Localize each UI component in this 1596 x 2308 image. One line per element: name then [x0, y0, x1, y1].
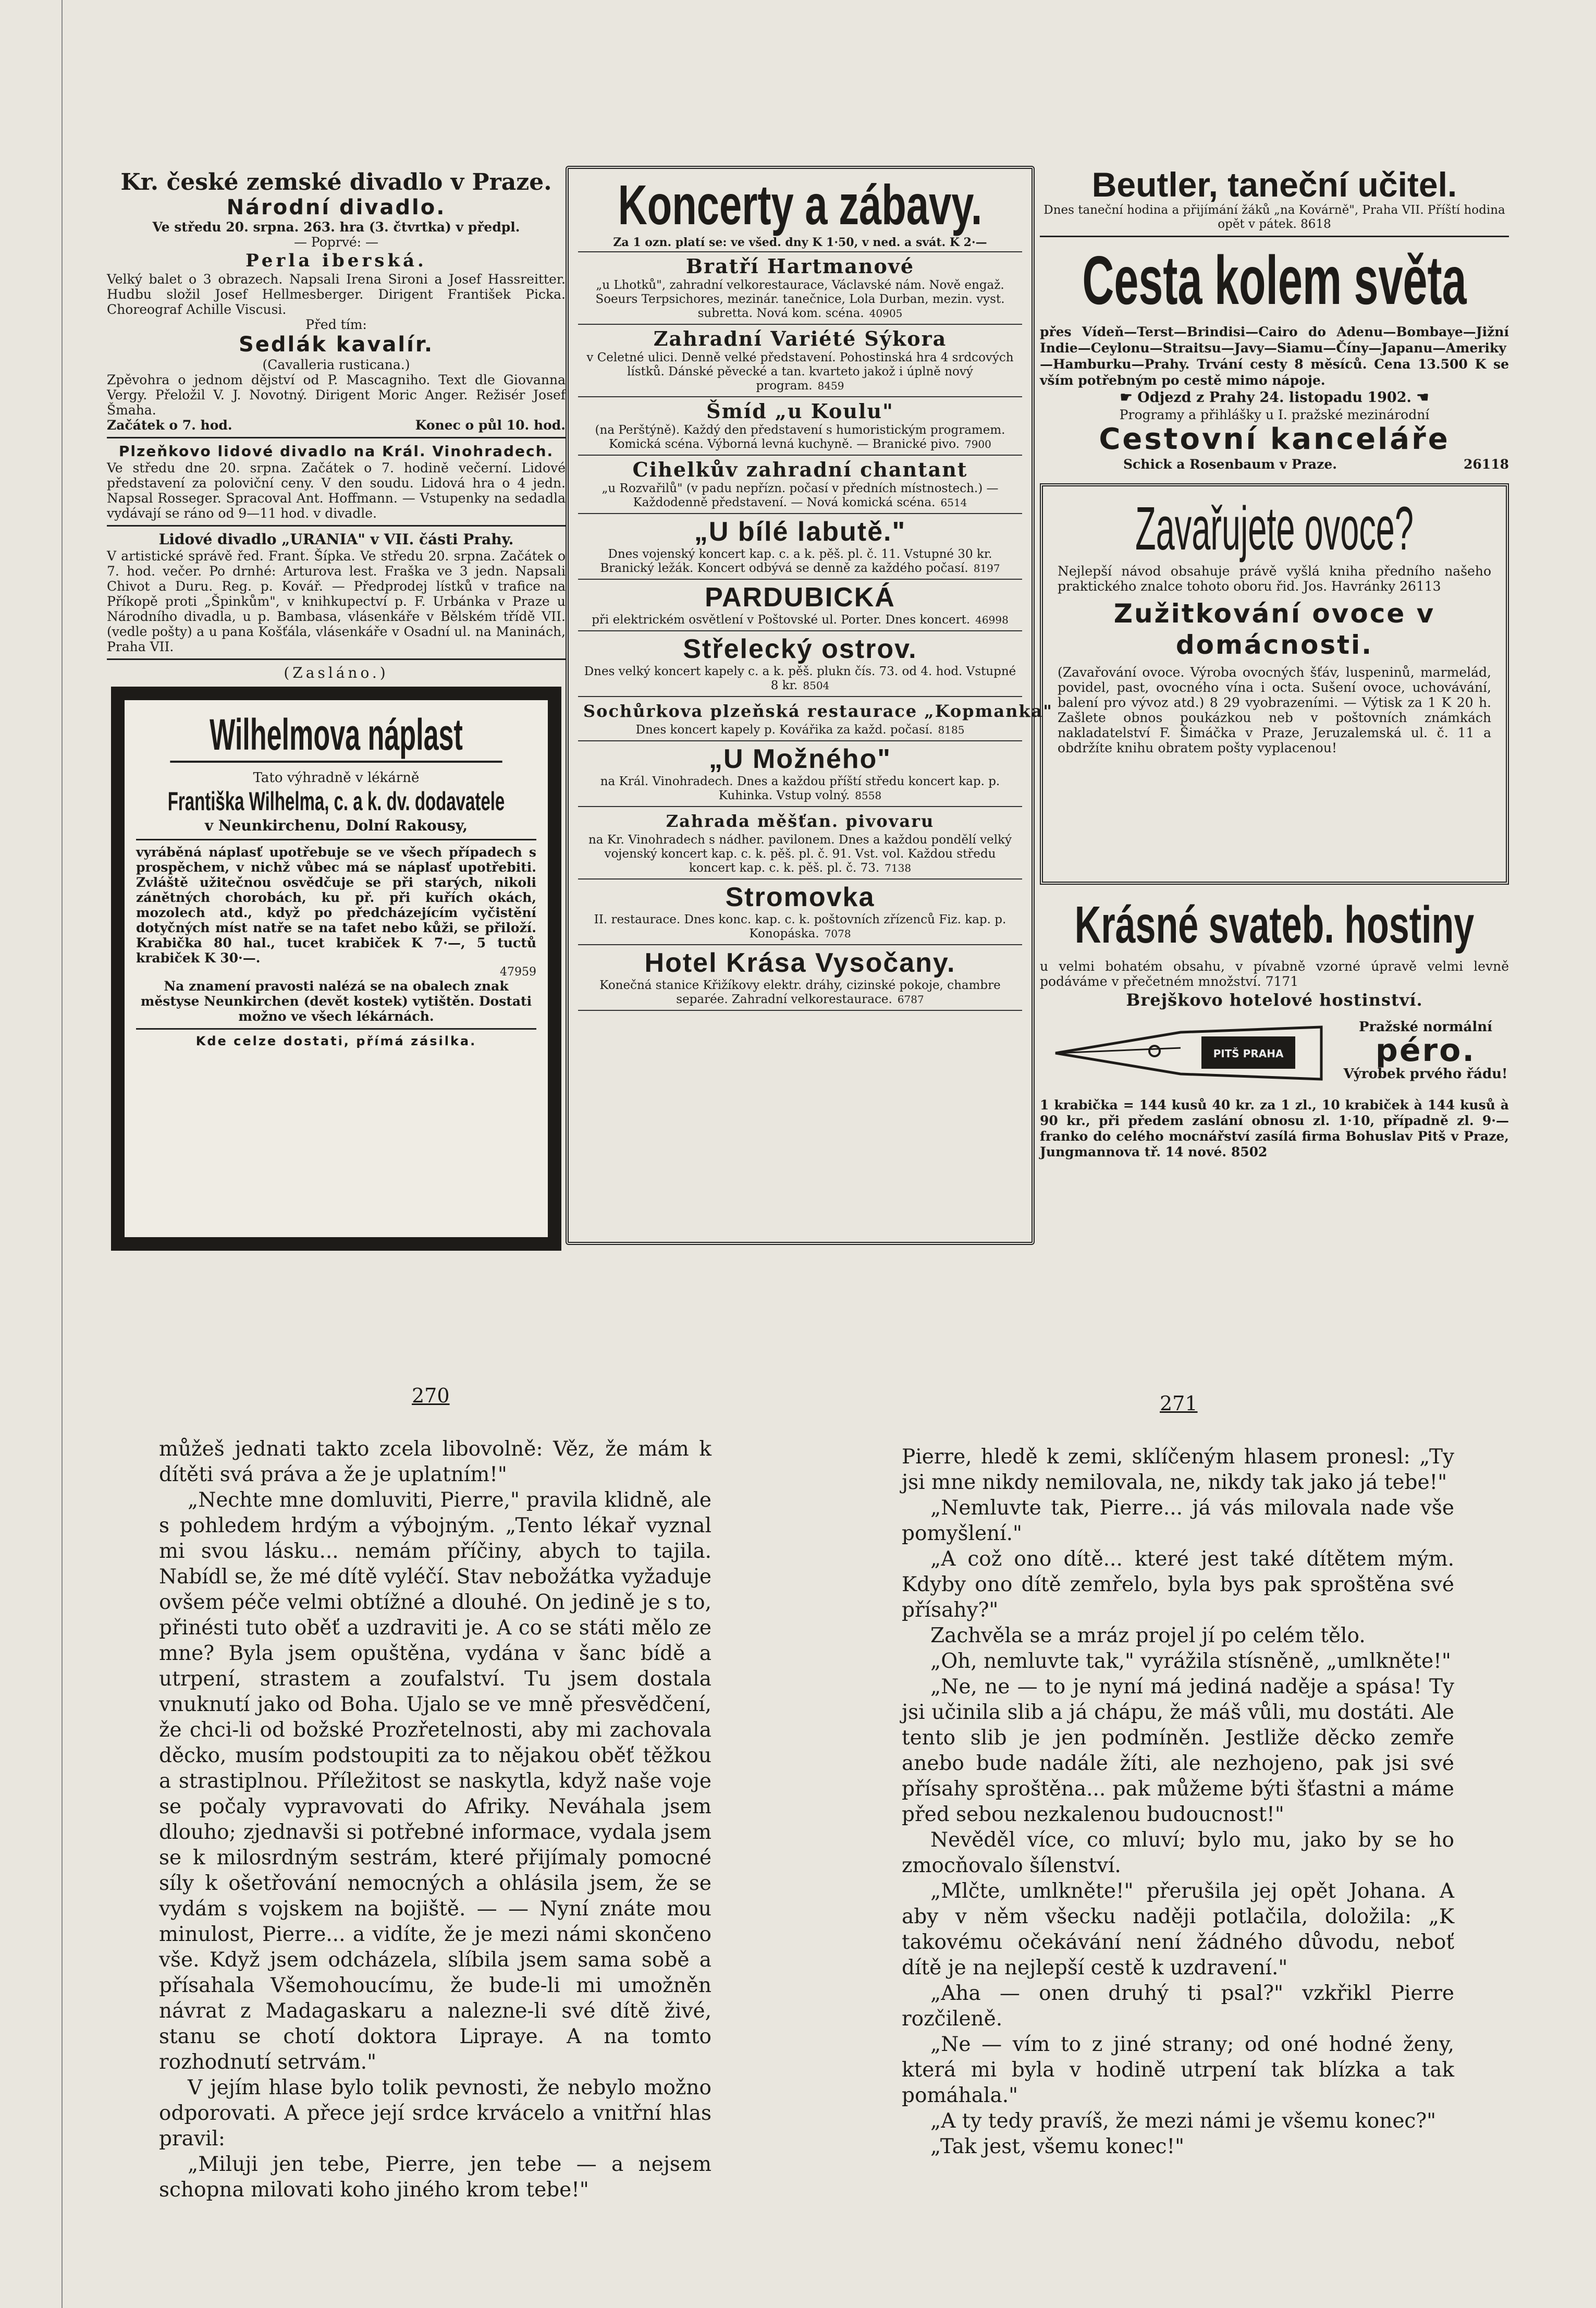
- urania-desc: V artistické správě řed. Frant. Šípka. Ve středu 20. srpna. Začátek o 7. hod. večer. Po drnhé: Arturova lest. Fraška ve 3 jedn. Napsali Chivot a Duru. Reg. p. Kovář. — Předprodej lístků v trafice na Příkopě proti „Špinkům", v knihkupectví p. F. Urbánka v Praze u Národního divadla, u p. Bambasa, vlásenkáře v Bělském třídě VII. (vedle pošty) a u pana Košťála, vlásenkáře v Osadní ul. na Maninách, Praha VII.: [107, 548, 566, 654]
- zavar-title: Zavařujete ovoce?: [1135, 494, 1414, 563]
- wilhelm-footer: Kde celze dostati, přímá zásilka.: [195, 1034, 477, 1048]
- concert-ad-desc: „u Lhotků", zahradní velkorestaurace, Václavské nám. Nově engaž. Soeurs Terpsichores, mezinár. tanečnice, Lola Durban, mezin. vyst. subretta. Nová kom. scéna.: [595, 278, 1005, 320]
- concert-ad-text: [583, 613, 1017, 627]
- story-paragraph: „Mlčte, umlkněte!" přerušila jej opět Johana. A aby v něm všecku naději potlačila, doložila: „K takovému očekávání není žádného důvodu, neboť dítě je na nejlepší cestě k uzdravení.": [902, 1879, 1454, 1980]
- pero-sub: Výrobek prvého řádu!: [1343, 1066, 1508, 1082]
- cestovni-title: Cestovní kanceláře: [1099, 422, 1450, 456]
- concert-ad: [578, 514, 1022, 580]
- pen-label: PITŠ PRAHA: [1213, 1047, 1284, 1060]
- pero-text: [1040, 1097, 1509, 1160]
- concert-ad-title: „U Možného": [709, 744, 891, 774]
- concert-ad-text: [583, 423, 1017, 451]
- left-margin-line: [62, 0, 63, 2308]
- cesta-odjezd-text: Odjezd z Prahy 24. listopadu 1902.: [1137, 389, 1411, 406]
- page-271: 271: [1160, 1392, 1198, 1415]
- krasne-num: 7171: [1265, 974, 1299, 989]
- concert-ad-text: [583, 278, 1017, 321]
- concert-ad-desc: Dnes velký koncert kapely c. a k. pěš. plukn čís. 73. od 4. hod. Vstupné 8 kr.: [584, 665, 1016, 692]
- concerts-price: Za 1 ozn. platí se: ve všed. dny K 1·50, v ned. a svát. K 2·—: [578, 236, 1022, 252]
- concert-ad-desc: „u Rozvařilů" (v padu nepřízn. počasí v předních místnostech.) — Každodenně představení. — Nová komická scéna.: [601, 482, 999, 509]
- theatre-name: Národní divadlo.: [226, 196, 446, 219]
- concert-ad-num: 8197: [973, 562, 1000, 575]
- cesta-programs: Programy a přihlášky u I. pražské mezinárodní: [1119, 407, 1430, 422]
- concert-ad: [578, 580, 1022, 631]
- story-paragraph: Zachvěla se a mráz projel jí po celém tělo.: [930, 1624, 1366, 1647]
- sedlak-title: Sedlák kavalír.: [238, 333, 434, 357]
- story-paragraph: „Oh, nemluvte tak," vyrážila stísněně, „umlkněte!": [930, 1650, 1451, 1673]
- story-paragraph: „Ne, ne — to je nyní má jediná naděje a spása! Ty jsi učinila slib a já chápu, že máš vůli, mu dostáti. Ale tento slib je jen podmíněn. Jestliže děcko zemře anebo bude nadále žíti, ale nezhojeno, pak jsi své přísahy sproštěna... pak můžeme býti šťastni a máme před sebou nezkalenou budoucnost!": [902, 1675, 1454, 1826]
- zavar-num: 26113: [1399, 579, 1441, 594]
- concert-ad-text: [583, 547, 1017, 576]
- krasne-title: Krásné svateb. hostiny: [1074, 896, 1475, 954]
- start-time: Začátek o 7. hod.: [107, 418, 232, 433]
- concert-ad-desc: na Kr. Vinohradech s nádher. pavilonem. Dnes a každou pondělí velký vojenský koncert kap. c. k. pěš. pl. č. 91. Vst. vol. Každou středu koncert kap. c. k. pěš. pl. č. 73.: [588, 833, 1012, 875]
- concert-ad-num: 46998: [975, 614, 1009, 626]
- concert-ad-desc: (na Perštýně). Každý den představení s humoristickým programem. Komická scéna. Výborná levná kuchyně. — Branické pivo.: [595, 423, 1005, 451]
- krasne-text: [1040, 959, 1509, 989]
- wilhelm-ad: [111, 687, 561, 1251]
- concert-ad: [578, 252, 1022, 325]
- concert-ad-title: Zahradní Variété Sýkora: [653, 327, 947, 350]
- concert-ad-desc: Konečná stanice Křižíkovy elektr. dráhy, cizinské pokoje, chambre separée. Zahradní velkorestaurace.: [599, 979, 1001, 1006]
- concert-ad-title: Hotel Krása Vysočany.: [644, 948, 956, 978]
- wilhelm-title: Wilhelmova náplast: [170, 709, 502, 763]
- concert-ad: [578, 631, 1022, 697]
- story-paragraph: „Ne — vím to z jiné strany; od oné hodné ženy, která mi byla v hodině utrpení tak blízka a tak pomáhala.": [902, 2033, 1454, 2107]
- divider: [107, 437, 566, 438]
- cesta-title: Cesta kolem světa: [1082, 242, 1467, 319]
- concert-ad-title: Bratří Hartmanové: [685, 254, 915, 278]
- concert-ad: [578, 697, 1053, 741]
- concert-ad-num: 8185: [938, 724, 965, 736]
- plzen-title: Plzeňkovo lidové divadlo na Král. Vinohradech.: [118, 443, 554, 460]
- concert-ad-text: [583, 833, 1017, 875]
- story-paragraph: „Tak jest, všemu konec!": [930, 2135, 1185, 2158]
- concert-ad: [578, 807, 1022, 880]
- page-number-right: [1160, 1392, 1198, 1415]
- concert-ad-text: [583, 351, 1017, 393]
- concert-ad-title: „U bílé labutě.": [694, 517, 906, 547]
- concert-ad-desc: na Král. Vinohradech. Dnes a každou příští středu koncert kap. p. Kuhinka. Vstup volný.: [600, 775, 1000, 802]
- divider: [107, 658, 566, 660]
- concert-ad-num: 7138: [885, 862, 912, 874]
- wilhelm-num: 47959: [500, 966, 536, 979]
- story-paragraph: V jejím hlase bylo tolik pevnosti, že nebylo možno odporovati. A přece její srdce krvácelo a vnitřní hlas pravil:: [159, 2076, 711, 2151]
- concert-ad-desc: Dnes koncert kapely p. Kovářika za každ. počasí.: [635, 723, 933, 737]
- page-number-left: [412, 1384, 450, 1407]
- brejsko: Brejškovo hotelové hostinství.: [1126, 990, 1423, 1010]
- concert-ad: [578, 880, 1022, 945]
- theatre-header: Kr. české zemské divadlo v Praze.: [120, 169, 552, 196]
- story-paragraph: „A což ono dítě... které jest také dítětem mým. Kdyby ono dítě zemřelo, byla bys pak sproštěna své přísahy?": [902, 1547, 1454, 1622]
- story-paragraph: „A ty tedy pravíš, že mezi námi je všemu konec?": [930, 2109, 1437, 2133]
- concerts-column: [566, 166, 1053, 1245]
- cesta-text: přes Vídeň—Terst—Brindisi—Cairo do Adenu—Bombaye—Jižní Indie—Ceylonu—Straitsu—Javy—Siamu—Číny—Japanu—Ameriky—Hamburku—Prahy. Trvání cesty 8 měsíců. Cena 13.500 K se vším potřebným po cestě mimo nápoje.: [1040, 324, 1509, 388]
- concert-ad-num: 6514: [940, 496, 967, 509]
- concert-ad-text: [583, 723, 1017, 737]
- beutler-desc: Dnes taneční hodina a přijímání žáků „na Kovárně", Praha VII. Příští hodina opět v pátek.: [1043, 203, 1505, 231]
- concert-ad-num: 8504: [803, 679, 830, 692]
- schick-line: [1040, 457, 1509, 472]
- concert-ad-desc: II. restaurace. Dnes konc. kap. c. k. poštovních zřízenců Fiz. kap. p. Konopáska.: [594, 913, 1006, 941]
- concert-ad-title: PARDUBICKÁ: [705, 582, 895, 613]
- wilhelm-place: v Neunkirchenu, Dolní Rakousy,: [204, 817, 468, 834]
- pero-head: Pražské normální: [1358, 1019, 1493, 1035]
- story-left-column: [159, 1436, 711, 2202]
- concert-ad-text: [583, 665, 1017, 693]
- concert-ad-num: 8459: [817, 380, 844, 392]
- concert-ad-num: 7900: [964, 438, 991, 450]
- concert-ad-text: [583, 979, 1017, 1007]
- pero-desc: 1 krabička = 144 kusů 40 kr. za 1 zl., 10 krabiček à 144 kusů à 90 kr., při předem zaslání obnosu zl. 1·10, případně zl. 9·— franko do celého mocnářství zasílá firma Bohuslav Pitš v Praze, Jungmannova tř. 14 nové.: [1040, 1097, 1509, 1159]
- krasne-desc: u velmi bohatém obsahu, v pívabně vzorné úpravě velmi levně podáváme v přečetném množství.: [1040, 959, 1509, 989]
- divider: [107, 525, 566, 527]
- left-ad-column: [107, 169, 566, 1246]
- beutler-title: Beutler, taneční učitel.: [1091, 165, 1457, 204]
- concert-ad-desc: v Celetné ulici. Denně velké představení. Pohostinská hra 4 srdcových lístků. Dánské pěvecké a tan. kvarteto jakož i úplně nový program.: [586, 351, 1014, 393]
- story-right-column: [902, 1444, 1454, 2158]
- schick-name: Schick a Rosenbaum v Praze.: [1123, 457, 1337, 472]
- pero-title: péro.: [1375, 1032, 1476, 1069]
- zavar-desc: Nejlepší návod obsahuje právě vyšlá kniha předního našeho praktického znalce tohoto oboru řid. Jos. Havránky: [1058, 564, 1491, 594]
- concert-ad: [578, 456, 1022, 514]
- concert-ad-title: Střelecký ostrov.: [683, 634, 917, 664]
- concert-ad-title: Cihelkův zahradní chantant: [632, 458, 968, 481]
- zavar-ad: [1040, 483, 1509, 885]
- wilhelm-firm: Františka Wilhelma, c. a k. dv. dodavatele: [167, 787, 505, 816]
- schick-num: 26118: [1464, 457, 1509, 472]
- premiere-label: — Poprvé: —: [293, 235, 379, 250]
- story-paragraph: Pierre, hledě k zemi, sklíčeným hlasem pronesl: „Ty jsi mne nikdy nemilovala, ne, nikdy tak jako já tebe!": [902, 1445, 1454, 1494]
- wilhelm-inner: [125, 700, 548, 1237]
- concert-ad-list: [578, 252, 1053, 1011]
- end-time: Konec o půl 10. hod.: [415, 418, 566, 433]
- right-ad-column: [1040, 166, 1509, 1250]
- concerts-title: Koncerty a zábavy.: [618, 173, 983, 236]
- perla-desc: Velký balet o 3 obrazech. Napsali Irena Sironi a Josef Hassreitter. Hudbu složil Josef Hellmesberger. Dirigent František Picka. Choreograf Achille Viscusi.: [107, 272, 566, 317]
- concert-ad-title: Šmíd „u Koulu": [706, 399, 894, 423]
- divider: [136, 1028, 536, 1030]
- concert-ad-title: Stromovka: [725, 882, 875, 912]
- zuzit-text: (Zavařování ovoce. Výroba ovocných šťáv, luspeninů, marmelád, povidel, past, ovocného vína i octa. Sušení ovoce, uchovávání, balení pro vývoz atd.) 8 29 vyobrazeními. — Výtisk za 1 K 20 h. Zašlete obnos poukázkou neb v poštovních známkách nakladatelství F. Šimáčka v Praze, Jeruzalemská ul. č. 11 a obdržíte knihu obratem pošty vyplacenou!: [1058, 665, 1491, 755]
- theatre-date: Ve středu 20. srpna. 263. hra (3. čtvrtka) v předpl.: [152, 219, 520, 235]
- concert-ad-num: 40905: [869, 307, 903, 320]
- wilhelm-body: vyráběná náplasť upotřebuje se ve všech případech s prospěchem, v nichž vůbec má se náplasť upotřebiti. Zvláště užitečnou osvědčuje se při starých, nikoli zánětných chorobách, ku př. při kuřích okách, mozolech atd., když po předcházejícím vyčistění dotyčných míst natře se na tafet nebo kůži, se přiloží. Krabička 80 hal., tucet krabiček K 7·—, 5 tuctů krabiček K 30·—.: [136, 845, 536, 966]
- story-paragraph: „Aha — onen druhý ti psal?" vzkřikl Pierre rozčileně.: [902, 1982, 1454, 2031]
- sedlak-desc: Zpěvohra o jednom dějství od P. Mascagniho. Text dle Giovanna Vergy. Přeložil V. J. Novotný. Dirigent Moric Anger. Režisér Josef Šmaha.: [107, 372, 566, 418]
- cesta-odjezd: ☛ Odjezd z Prahy 24. listopadu 1902. ☚: [1120, 389, 1429, 406]
- concert-ad: [578, 325, 1022, 397]
- wilhelm-intro: Tato výhradně v lékárně: [253, 770, 420, 786]
- plzen-desc: Ve středu dne 20. srpna. Začátek o 7. hodině večerní. Lidové představení za poloviční ceny. V den soudu. Lidová hra o 4 jedn. Napsal Rosseger. Spracoval Ant. Hoffmann. — Vstupenky na sedadla vydávají se ráno od 9—11 hod. v divadle.: [107, 460, 566, 521]
- concert-ad: [578, 741, 1022, 807]
- story-paragraph: Nevěděl více, co mluví; bylo mu, jako by se ho zmocňovalo šílenství.: [902, 1828, 1454, 1877]
- zaslano-label: (Zasláno.): [284, 664, 389, 681]
- pen-nib-icon: [1050, 1022, 1332, 1084]
- story-paragraph: „Nechte mne domluviti, Pierre," pravila klidně, ale s pohledem hrdým a výbojným. „Tento lékař vyznal mi svou lásku... nemám příčiny, abych to tajila. Nabídl se, že mé dítě vyléčí. Stav nebožátka vyžaduje ovšem péče velmi obtížné a dlouhé. On jedině je s to, přinésti tuto oběť a uzdraviti je. A co se státi mělo ze mne? Byla jsem opuštěna, vydána v šanc bídě a utrpení, strastem a zoufalství. Tu jsem dostala vnuknutí jako od Boha. Ujalo se ve mně přesvědčení, že chci-li od božské Prozřetelnosti, aby mi zachovala děcko, musím podstoupiti za to nějakou oběť těžkou a strastiplnou. Příležitost se naskytla, když naše voje se počaly vypravovati do Afriky. Neváhala jsem dlouho; zjednavši si potřebné informace, vydala jsem se k milosrdným sestrám, které přijímaly pomocné síly k ošetřování nemocných a ohlásila jsem, že se vydám s vojskem na bojiště. — — Nyní znáte mou minulost, Pierre... a vidíte, že je mezi námi skončeno vše. Když jsem odcházela, slíbila jsem sama sobě a přísahala Všemohoucímu, že bude-li mi umožněn návrat z Madagaskaru a nalezne-li své dítě živé, stanu se chotí doktora Lipraye. A na tomto rozhodnutí setrvám.": [159, 1488, 711, 2074]
- concert-ad-desc: Dnes vojenský koncert kap. c. a k. pěš. pl. č. 11. Vstupné 30 kr. Branický ležák. Koncert odbývá se denně za každého počasí.: [600, 547, 992, 575]
- concert-ad: [578, 397, 1022, 456]
- story-paragraph: můžeš jednati takto zcela libovolně: Věz, že mám k dítěti svá práva a že je uplatním!": [159, 1437, 711, 1486]
- story-paragraph: „Miluji jen tebe, Pierre, jen tebe — a nejsem schopna milovati koho jiného krom tebe!": [159, 2153, 711, 2202]
- zuzit-title: Zužitkování ovoce v domácnosti.: [1113, 599, 1435, 660]
- divider: [1040, 236, 1509, 237]
- wilhelm-note: Na znamení pravosti nalézá se na obalech znak městyse Neunkirchen (devět kostek) vytištěn. Dostati možno ve všech lékárnách.: [140, 979, 532, 1024]
- sedlak-sub: (Cavalleria rusticana.): [262, 357, 410, 372]
- concert-ad-title: Zahrada měšťan. pivovaru: [666, 811, 935, 831]
- page-270: 270: [412, 1384, 450, 1407]
- urania-title: Lidové divadlo „URANIA" v VII. části Prahy.: [158, 531, 514, 548]
- concert-ad-title: Sochůrkova plzeňská restaurace „Kopmanka": [583, 701, 1053, 721]
- concert-ad-num: 8558: [855, 789, 882, 802]
- before-label: Před tím:: [305, 317, 367, 332]
- pero-ad: [1040, 1014, 1509, 1178]
- zavar-text: [1058, 564, 1491, 594]
- concert-ad: [578, 945, 1022, 1011]
- concert-ad-text: [583, 913, 1017, 941]
- divider: [136, 839, 536, 840]
- beutler-num: 8618: [1300, 217, 1331, 231]
- pero-num: 8502: [1231, 1144, 1268, 1159]
- concert-ad-text: [583, 775, 1017, 803]
- concert-ad-num: 6787: [897, 993, 924, 1006]
- concert-ad-desc: při elektrickém osvětlení v Poštovské ul. Porter. Dnes koncert.: [592, 613, 971, 627]
- concert-ad-text: [583, 482, 1017, 510]
- perla-title: Perla iberská.: [245, 250, 427, 271]
- story-paragraph: „Nemluvte tak, Pierre... já vás milovala nade vše pomyšlení.": [902, 1496, 1454, 1545]
- theatre-times: [107, 418, 566, 433]
- concert-ad-num: 7078: [824, 927, 851, 940]
- beutler-text: [1040, 203, 1509, 231]
